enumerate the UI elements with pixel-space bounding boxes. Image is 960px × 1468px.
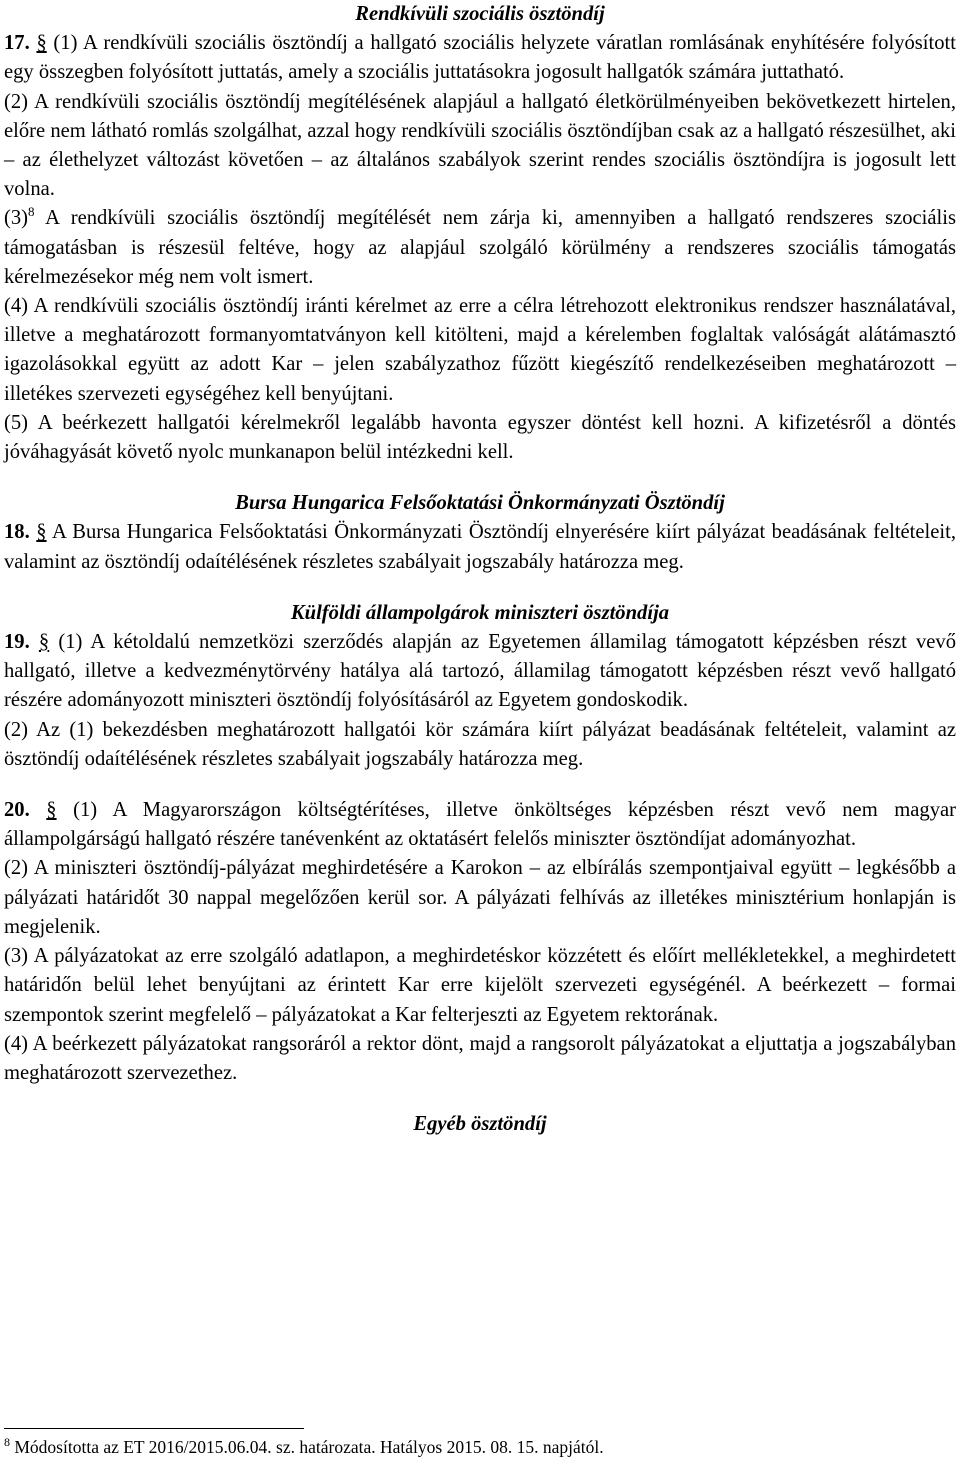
paragraph-text: (1) A kétoldalú nemzetközi szerződés alapján az Egyetemen államilag támogatott képzésben részt vevő hallgató, illetve a kedvezménytörvény hatálya alá tartozó, államilag támogatott képzésben részt vevő hallgató részére adományozott miniszteri ösztöndíj folyósításáról az Egyetem gondoskodik.: [4, 631, 957, 712]
section-heading-kulfoldi: Külföldi állampolgárok miniszteri ösztöndíja: [290, 601, 670, 624]
article-number: 20.: [4, 799, 30, 822]
footnote-text: Módosította az ET 2016/2015.06.04. sz. határozata. Hatályos 2015. 08. 15. napjától.: [10, 1437, 604, 1457]
footnote: [4, 1436, 604, 1458]
section-sign: §: [36, 32, 47, 55]
section-sign: §: [38, 631, 50, 654]
section-heading-egyeb: Egyéb ösztöndíj: [413, 1113, 547, 1136]
article-19-para-2: (2) Az (1) bekezdésben meghatározott hallgatói kör számára kiírt pályázat beadásának feltételeit, valamint az ösztöndíj odaítélésének részletes szabályait jogszabály határozza meg.: [4, 718, 956, 770]
article-20-para-1: [4, 796, 956, 854]
paragraph-text: A Bursa Hungarica Felsőoktatási Önkormányzati Ösztöndíj elnyerésére kiírt pályázat beadásának feltételeit, valamint az ösztöndíj odaítélésének részletes szabályait jogszabály határozza meg.: [4, 521, 957, 573]
spacer: [4, 467, 956, 489]
article-number: 17.: [4, 32, 30, 55]
spacer: [4, 1088, 956, 1110]
paragraph-text: (1) A rendkívüli szociális ösztöndíj a hallgató szociális helyzete váratlan romlásának enyhítésére folyósított egy összegben folyósított juttatás, amely a szociális juttatásokra jogosult hallgatók számára juttatható.: [4, 32, 956, 84]
section-sign: §: [36, 521, 47, 544]
section-sign: §: [46, 799, 57, 822]
section-heading-bursa: Bursa Hungarica Felsőoktatási Önkormányzati Ösztöndíj: [235, 492, 725, 515]
article-20-para-2: (2) A miniszteri ösztöndíj-pályázat meghirdetésére a Karokon – az elbírálás szempontjaival együtt – legkésőbb a pályázati határidőt 30 nappal megelőzően kerül sor. A pályázati felhívás az illetékes minisztérium honlapján is megjelenik.: [4, 857, 956, 938]
article-number: 19.: [4, 631, 30, 654]
article-20-para-4: (4) A beérkezett pályázatokat rangsoráról a rektor dönt, majd a rangsorolt pályázatokat a eljuttatja a jogszabályban meghatározott szervezethez.: [4, 1032, 956, 1084]
paragraph-text: (1) A Magyarországon költségtérítéses, illetve önköltséges képzésben részt vevő nem magyar állampolgárságú hallgató részére tanévenként az oktatásért felelős miniszter ösztöndíjat adományozhat.: [4, 799, 956, 851]
article-17-para-4: (4) A rendkívüli szociális ösztöndíj iránti kérelmet az erre a célra létrehozott elektronikus rendszer használatával, illetve a meghatározott formanyomtatványon kell kitölteni, majd a kérelemben foglaltak valóságát alátámasztó igazolásokkal együtt az adott Kar – jelen szabályzathoz fűzött kiegészítő rendelkezéseiben meghatározott – illetékes szervezeti egységéhez kell benyújtani.: [4, 295, 956, 405]
footnote-reference[interactable]: 8: [28, 204, 35, 220]
section-heading-rendkivuli: Rendkívüli szociális ösztöndíj: [355, 3, 605, 25]
spacer: [4, 774, 956, 796]
article-17-para-5: (5) A beérkezett hallgatói kérelmekről legalább havonta egyszer döntést kell hozni. A kifizetésről a döntés jóváhagyását követő nyolc munkanapon belül intézkedni kell.: [4, 411, 956, 464]
article-17-para-3: [4, 204, 956, 292]
footnote-divider: [4, 1428, 304, 1429]
paragraph-prefix: (3): [4, 207, 29, 230]
article-18-para-1: [4, 518, 956, 576]
article-20-para-3: (3) A pályázatokat az erre szolgáló adatlapon, a meghirdetéskor közzétett és előírt mellékletekkel, a meghirdetett határidőn belül lehet benyújtani az érintett Kar erre kijelölt szervezeti egységénél. A beérkezett – formai szempontok szerint megfelelő – pályázatokat a Kar felterjeszti az Egyetem rektorának.: [4, 945, 956, 1026]
article-17-para-1: [4, 29, 956, 87]
footnote-number: 8: [4, 1435, 10, 1450]
spacer: [4, 577, 956, 599]
article-number: 18.: [4, 521, 30, 544]
article-19-para-1: [4, 628, 956, 716]
article-17-para-2: (2) A rendkívüli szociális ösztöndíj megítélésének alapjául a hallgató életkörülményeiben bekövetkezett hirtelen, előre nem látható romlás szolgálhat, azzal hogy rendkívüli szociális ösztöndíjban csak az a hallgató részesülhet, aki – az élethelyzet változást követően – az általános szabályok szerint rendes szociális ösztöndíjra is jogosult lett volna.: [4, 90, 956, 201]
paragraph-text: A rendkívüli szociális ösztöndíj megítélését nem zárja ki, amennyiben a hallgató rendszeres szociális támogatásban is részesül feltéve, hogy az alapjául szolgáló körülmény a rendszeres szociális támogatás kérelmezésekor még nem volt ismert.: [4, 207, 956, 288]
